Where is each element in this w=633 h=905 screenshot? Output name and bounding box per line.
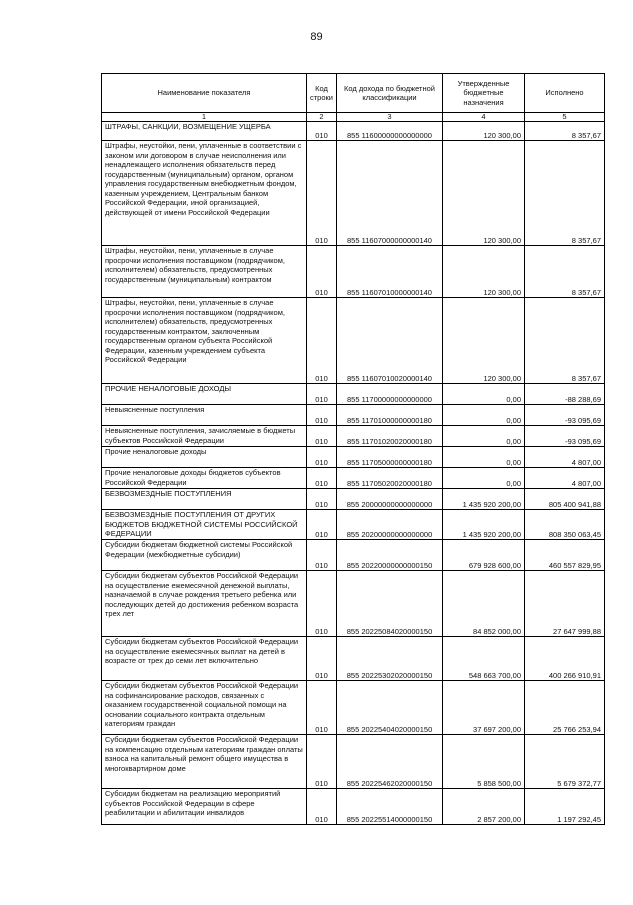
row-approved-cell: 1 435 920 200,00 [443, 510, 525, 540]
row-approved-cell: 5 858 500,00 [443, 735, 525, 789]
header-code: Код строки [307, 74, 337, 113]
row-name-cell: ШТРАФЫ, САНКЦИИ, ВОЗМЕЩЕНИЕ УЩЕРБА [102, 122, 307, 141]
table-row [102, 789, 605, 825]
table-row [102, 405, 605, 426]
row-kbk-cell: 855 20220000000000150 [337, 540, 443, 571]
table-row [102, 141, 605, 246]
row-code-cell: 010 [307, 405, 337, 426]
row-executed-cell: 808 350 063,45 [525, 510, 605, 540]
row-executed-cell: 805 400 941,88 [525, 489, 605, 510]
table-body [102, 122, 605, 825]
row-approved-cell: 120 300,00 [443, 298, 525, 384]
row-name-cell: БЕЗВОЗМЕЗДНЫЕ ПОСТУПЛЕНИЯ ОТ ДРУГИХ БЮДЖЕТОВ БЮДЖЕТНОЙ СИСТЕМЫ РОССИЙСКОЙ ФЕДЕРАЦИИ [102, 510, 307, 540]
row-name-cell: Штрафы, неустойки, пени, уплаченные в случае просрочки исполнения поставщиком (подрядчиком, исполнителем) обязательств, предусмотренных государственным (муниципальным) контрактом [102, 246, 307, 298]
column-number: 3 [337, 113, 443, 122]
table-row [102, 637, 605, 681]
row-approved-cell: 0,00 [443, 447, 525, 468]
table-row [102, 681, 605, 735]
column-number: 1 [102, 113, 307, 122]
row-executed-cell: 27 647 999,88 [525, 571, 605, 637]
column-number: 5 [525, 113, 605, 122]
row-approved-cell: 548 663 700,00 [443, 637, 525, 681]
row-code-cell: 010 [307, 141, 337, 246]
row-kbk-cell: 855 20000000000000000 [337, 489, 443, 510]
table-row [102, 298, 605, 384]
row-name-cell: Субсидии бюджетам субъектов Российской Федерации на осуществление ежемесячных выплат на детей в возрасте от трех до семи лет включительно [102, 637, 307, 681]
row-code-cell: 010 [307, 735, 337, 789]
row-executed-cell: 8 357,67 [525, 141, 605, 246]
row-executed-cell: -93 095,69 [525, 405, 605, 426]
row-executed-cell: -93 095,69 [525, 426, 605, 447]
row-code-cell: 010 [307, 540, 337, 571]
table-row [102, 384, 605, 405]
row-kbk-cell: 855 11607010000000140 [337, 246, 443, 298]
row-kbk-cell: 855 11701020020000180 [337, 426, 443, 447]
row-kbk-cell: 855 20225084020000150 [337, 571, 443, 637]
row-executed-cell: 8 357,67 [525, 298, 605, 384]
row-code-cell: 010 [307, 447, 337, 468]
row-executed-cell: 460 557 829,95 [525, 540, 605, 571]
row-code-cell: 010 [307, 468, 337, 489]
header-approved: Утвержденные бюджетные назначения [443, 74, 525, 113]
row-name-cell: Субсидии бюджетам на реализацию мероприятий субъектов Российской Федерации в сфере реабилитации и абилитации инвалидов [102, 789, 307, 825]
row-name-cell: Штрафы, неустойки, пени, уплаченные в случае просрочки исполнения поставщиком (подрядчиком, исполнителем) обязательств, предусмотренных государственным контрактом, заключенным государственным органом субъекта Российской Федерации, казенным учреждением субъекта Российской Федерации [102, 298, 307, 384]
row-executed-cell: 25 766 253,94 [525, 681, 605, 735]
row-code-cell: 010 [307, 426, 337, 447]
row-code-cell: 010 [307, 384, 337, 405]
row-kbk-cell: 855 11607000000000140 [337, 141, 443, 246]
row-approved-cell: 37 697 200,00 [443, 681, 525, 735]
row-approved-cell: 679 928 600,00 [443, 540, 525, 571]
row-approved-cell: 0,00 [443, 426, 525, 447]
table-row [102, 468, 605, 489]
row-name-cell: Субсидии бюджетам субъектов Российской Федерации на софинансирование расходов, связанных с оказанием государственной социальной помощи на основании социального контракта отдельным категориям граждан [102, 681, 307, 735]
table-row [102, 122, 605, 141]
row-approved-cell: 0,00 [443, 468, 525, 489]
income-report-table [101, 73, 605, 825]
row-code-cell: 010 [307, 489, 337, 510]
row-name-cell: ПРОЧИЕ НЕНАЛОГОВЫЕ ДОХОДЫ [102, 384, 307, 405]
row-kbk-cell: 855 11700000000000000 [337, 384, 443, 405]
row-name-cell: Штрафы, неустойки, пени, уплаченные в соответствии с законом или договором в случае неисполнения или ненадлежащего исполнения обязательств перед государственным (муниципальным) органом, органом управления государственным внебюджетным фондом, казенным учреждением, Центральным банком Российской Федерации, иной организацией, действующей от имени Российской Федерации [102, 141, 307, 246]
row-code-cell: 010 [307, 246, 337, 298]
row-name-cell: БЕЗВОЗМЕЗДНЫЕ ПОСТУПЛЕНИЯ [102, 489, 307, 510]
row-name-cell: Субсидии бюджетам субъектов Российской Федерации на осуществление ежемесячной денежной выплаты, назначаемой в случае рождения третьего ребенка или последующих детей до достижения ребенком возраста трех лет [102, 571, 307, 637]
row-kbk-cell: 855 11600000000000000 [337, 122, 443, 141]
page-number: 89 [310, 31, 323, 43]
table-row [102, 426, 605, 447]
header-name: Наименование показателя [102, 74, 307, 113]
row-kbk-cell: 855 11705000000000180 [337, 447, 443, 468]
row-name-cell: Невыясненные поступления, зачисляемые в бюджеты субъектов Российской Федерации [102, 426, 307, 447]
row-name-cell: Субсидии бюджетам субъектов Российской Федерации на компенсацию отдельным категориям граждан оплаты взноса на капитальный ремонт общего имущества в многоквартирном доме [102, 735, 307, 789]
row-kbk-cell: 855 11705020020000180 [337, 468, 443, 489]
row-approved-cell: 120 300,00 [443, 246, 525, 298]
row-approved-cell: 120 300,00 [443, 141, 525, 246]
table-row [102, 489, 605, 510]
row-kbk-cell: 855 20225514000000150 [337, 789, 443, 825]
table-row [102, 246, 605, 298]
row-approved-cell: 2 857 200,00 [443, 789, 525, 825]
row-approved-cell: 120 300,00 [443, 122, 525, 141]
header-kbk: Код дохода по бюджетной классификации [337, 74, 443, 113]
table-row [102, 571, 605, 637]
row-kbk-cell: 855 20225404020000150 [337, 681, 443, 735]
row-name-cell: Невыясненные поступления [102, 405, 307, 426]
row-executed-cell: 4 807,00 [525, 447, 605, 468]
row-code-cell: 010 [307, 571, 337, 637]
column-number: 4 [443, 113, 525, 122]
row-executed-cell: 400 266 910,91 [525, 637, 605, 681]
header-executed: Исполнено [525, 74, 605, 113]
table-row [102, 735, 605, 789]
row-approved-cell: 0,00 [443, 405, 525, 426]
row-code-cell: 010 [307, 789, 337, 825]
table-row [102, 540, 605, 571]
table-row [102, 510, 605, 540]
row-code-cell: 010 [307, 122, 337, 141]
row-name-cell: Субсидии бюджетам бюджетной системы Российской Федерации (межбюджетные субсидии) [102, 540, 307, 571]
row-kbk-cell: 855 20225462020000150 [337, 735, 443, 789]
row-kbk-cell: 855 20200000000000000 [337, 510, 443, 540]
row-approved-cell: 84 852 000,00 [443, 571, 525, 637]
row-code-cell: 010 [307, 298, 337, 384]
row-executed-cell: 8 357,67 [525, 122, 605, 141]
row-kbk-cell: 855 20225302020000150 [337, 637, 443, 681]
table-row [102, 447, 605, 468]
row-code-cell: 010 [307, 510, 337, 540]
row-name-cell: Прочие неналоговые доходы [102, 447, 307, 468]
row-kbk-cell: 855 11607010020000140 [337, 298, 443, 384]
row-executed-cell: 4 807,00 [525, 468, 605, 489]
row-code-cell: 010 [307, 681, 337, 735]
row-executed-cell: -88 288,69 [525, 384, 605, 405]
row-kbk-cell: 855 11701000000000180 [337, 405, 443, 426]
column-number: 2 [307, 113, 337, 122]
row-executed-cell: 8 357,67 [525, 246, 605, 298]
row-executed-cell: 5 679 372,77 [525, 735, 605, 789]
row-name-cell: Прочие неналоговые доходы бюджетов субъектов Российской Федерации [102, 468, 307, 489]
row-code-cell: 010 [307, 637, 337, 681]
row-approved-cell: 1 435 920 200,00 [443, 489, 525, 510]
row-approved-cell: 0,00 [443, 384, 525, 405]
row-executed-cell: 1 197 292,45 [525, 789, 605, 825]
